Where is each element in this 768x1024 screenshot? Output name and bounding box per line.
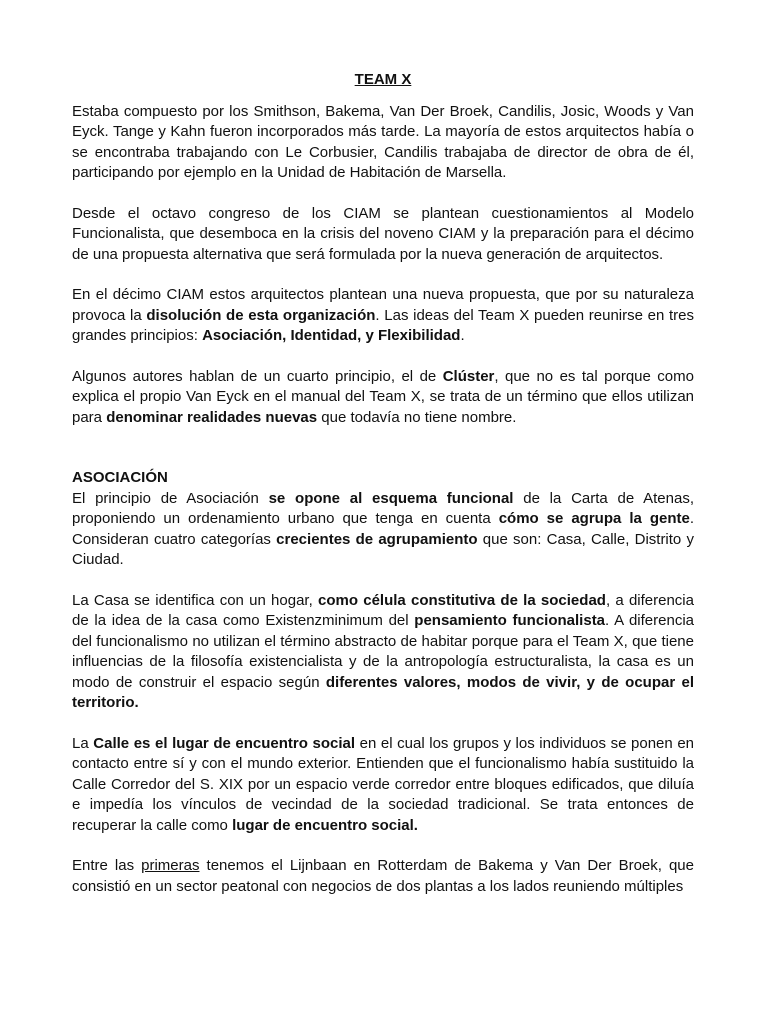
bold-text: lugar de encuentro social. [232,816,418,834]
section-heading-asociacion: ASOCIACIÓN [72,469,168,486]
text-run: . Consideran cuatro categorías [72,510,695,548]
text-run: En el décimo CIAM estos arquitectos plantean una nueva propuesta, que por su naturaleza provoca la [72,286,694,324]
text-run: en el cual los grupos y los individuos se ponen en contacto entre sí y con el mundo exterior. Entienden que el funcionalismo había sustituido la Calle Corredor del S. XIX por un espacio verde corredor entre bloques edificados, que diluía e impedía los vínculos de vecindad de la sociedad tradicional. Se trata entonces de recuperar la calle como [72,734,695,834]
text-run: La [72,734,94,752]
paragraph-ciam-crisis: Desde el octavo congreso de los CIAM se plantean cuestionamientos al Modelo Funcionalista, que desemboca en la crisis del noveno CIAM y la preparación para el décimo de una propuesta alternativa que será formulada por la nueva generación de arquitectos. [72,204,694,263]
bold-text: crecientes de agrupamiento [276,530,478,548]
text-run: , a diferencia de la idea de la casa como Existenzminimum del [72,591,694,629]
bold-text: Clúster [442,367,495,385]
paragraph-lijnbaan [72,856,694,897]
bold-text: Asociación, Identidad, y Flexibilidad [202,327,461,344]
text-run: , que no es tal porque como explica el propio Van Eyck en el manual del Team X, se trata de un término que ellos utilizan para [72,367,694,426]
text-run: de la Carta de Atenas, proponiendo un ordenamiento urbano que tenga en cuenta [72,489,694,527]
paragraph-asociacion [72,489,694,571]
text-run: que todavía no tiene nombre. [317,408,517,426]
text-run: Algunos autores hablan de un cuarto principio, el de [72,367,443,385]
text-run: La Casa se identifica con un hogar, [72,591,318,609]
text-run: . A diferencia del funcionalismo no utilizan el término abstracto de habitar porque para el Team X, que tiene influencias de la filosofía existencialista y de la antropología estructuralista, la casa es un modo de construir el espacio según [72,612,694,691]
bold-text: como célula constitutiva de la sociedad [318,591,606,609]
text-run: Entre las [72,857,142,874]
paragraph-composition: Estaba compuesto por los Smithson, Bakema, Van Der Broek, Candilis, Josic, Woods y Van Eyck. Tange y Kahn fueron incorporados más tarde. La mayoría de estos arquitectos había o se encontraba trabajando con Le Corbusier, Candilis trabajaba de director de obra de él, participando por ejemplo en la Unidad de Habitación de Marsella. [72,102,694,181]
bold-text: pensamiento funcionalista [414,612,606,629]
document-page [72,70,694,917]
bold-text: cómo se agrupa la gente [498,510,690,527]
text-run: . [460,327,465,344]
bold-text: diferentes valores, modos de vivir, y de ocupar el territorio. [72,673,694,711]
bold-text: se opone al esquema funcional [268,489,514,507]
bold-text: Calle es el lugar de encuentro social [93,734,356,752]
text-run: que son: Casa, Calle, Distrito y Ciudad. [72,530,695,568]
text-run: . Las ideas del Team X pueden reunirse en tres grandes principios: [72,306,694,344]
paragraph-calle [72,734,694,837]
underlined-text: primeras [141,857,200,874]
text-run: tenemos el Lijnbaan en Rotterdam de Bakema y Van Der Broek, que consistió en un sector peatonal con negocios de dos plantas a los lados reuniendo múltiples [72,857,694,895]
paragraph-principles [72,285,694,347]
paragraph-cluster [72,367,694,429]
bold-text: denominar realidades nuevas [106,408,318,426]
paragraph-casa [72,591,694,714]
bold-text: disolución de esta organización [146,306,376,324]
text-run: El principio de Asociación [72,489,269,507]
document-title: TEAM X [354,71,412,88]
